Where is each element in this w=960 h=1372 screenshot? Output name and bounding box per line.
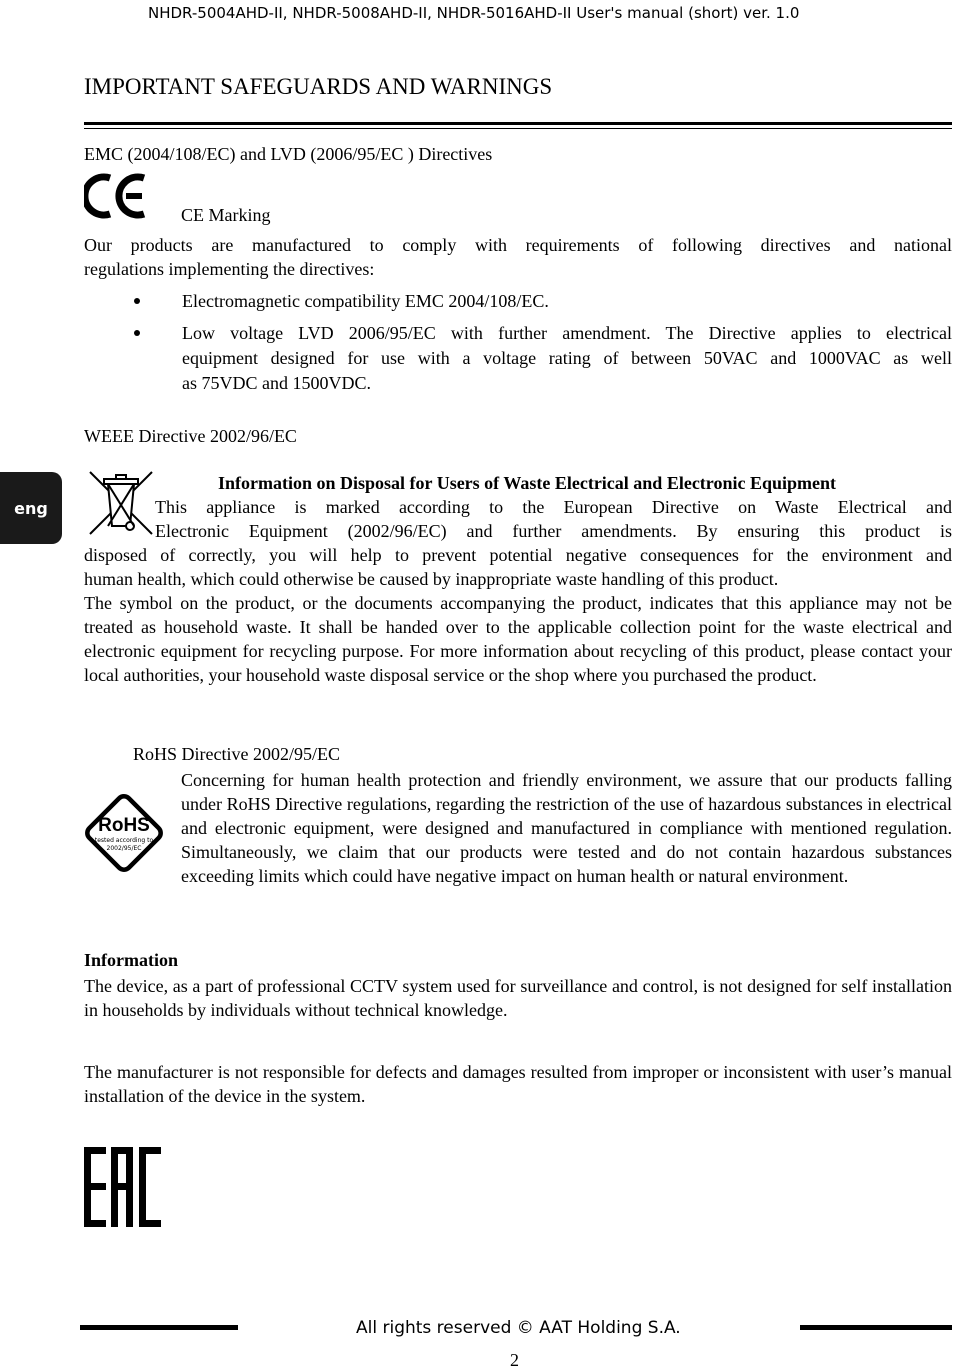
title-rule-thin [84, 128, 952, 129]
bullet-dot [134, 330, 140, 336]
ce-mark-icon [84, 172, 150, 220]
information-paragraph-1: The device, as a part of professional CCTV system used for surveillance and control, is not designed for self installation in households by individuals without technical knowledge. [84, 976, 952, 1020]
page-title: IMPORTANT SAFEGUARDS AND WARNINGS [84, 74, 553, 99]
weee-crossed-bin-icon [86, 468, 156, 538]
eac-mark-icon [84, 1147, 162, 1227]
emc-bullet-2-line1: Low voltage LVD 2006/95/EC with further amendment. The Directive applies to electrical [182, 323, 952, 343]
rohs-badge-text: RoHS [98, 815, 150, 836]
weee-line1: This appliance is marked according to the European Directive on Waste Electrical and [155, 497, 952, 517]
footer-rights: All rights reserved © AAT Holding S.A. [356, 1318, 681, 1338]
bullet-dot [134, 298, 140, 304]
footer-rule-left [80, 1325, 238, 1330]
weee-line3: disposed of correctly, you will help to prevent potential negative consequences for the environment and [84, 545, 952, 565]
emc-bullet-2-line3: as 75VDC and 1500VDC. [182, 373, 371, 393]
weee-heading: WEEE Directive 2002/96/EC [84, 426, 297, 446]
information-paragraph-2: The manufacturer is not responsible for defects and damages resulted from improper or inconsistent with user’s manual installation of the device in the system. [84, 1062, 952, 1106]
footer-rule-right [800, 1325, 952, 1330]
title-rule [84, 122, 952, 125]
weee-line2: Electronic Equipment (2002/96/EC) and further amendments. By ensuring this product is [155, 521, 952, 541]
language-tab: eng [0, 472, 62, 544]
weee-paragraph-2: The symbol on the product, or the documents accompanying the product, indicates that this appliance may not be treated as household waste. It shall be handed over to the applicable collection point for the waste electrical and electronic equipment for recycling purpose. For more information about recycling of this product, please contact your local authorities, your household waste disposal service or the shop where you purchased the product. [84, 593, 952, 685]
emc-intro-line1: Our products are manufactured to comply with requirements of following directives and national [84, 235, 952, 255]
weee-subheading: Information on Disposal for Users of Waste Electrical and Electronic Equipment [218, 473, 836, 493]
rohs-badge-subtext: 2002/95/EC [106, 845, 142, 852]
page-number: 2 [510, 1350, 519, 1370]
emc-intro-line2: regulations implementing the directives: [84, 259, 375, 279]
running-header: NHDR-5004AHD-II, NHDR-5008AHD-II, NHDR-5016AHD-II User's manual (short) ver. 1.0 [148, 4, 800, 22]
weee-line4: human health, which could otherwise be caused by inappropriate waste handling of this product. [84, 569, 779, 589]
rohs-badge [80, 789, 168, 877]
rohs-heading: RoHS Directive 2002/95/EC [133, 744, 340, 764]
rohs-text: Concerning for human health protection and friendly environment, we assure that our products falling under RoHS Directive regulations, regarding the restriction of the use of hazardous substances in electrical and electronic equipment, were designed and manufactured in compliance with mentioned regulation. Simultaneously, we claim that our products were tested and do not contain hazardous substances exceeding limits which could have negative impact on human health or natural environment. [181, 770, 952, 886]
emc-bullet-1: Electromagnetic compatibility EMC 2004/108/EC. [182, 291, 549, 311]
information-heading: Information [84, 950, 178, 970]
rohs-badge-subtext: tested according to [94, 837, 154, 844]
emc-heading: EMC (2004/108/EC) and LVD (2006/95/EC ) Directives [84, 144, 493, 164]
emc-bullet-2-line2: equipment designed for use with a voltage rating of between 50VAC and 1000VAC as well [182, 348, 952, 368]
ce-marking-label: CE Marking [181, 205, 271, 225]
